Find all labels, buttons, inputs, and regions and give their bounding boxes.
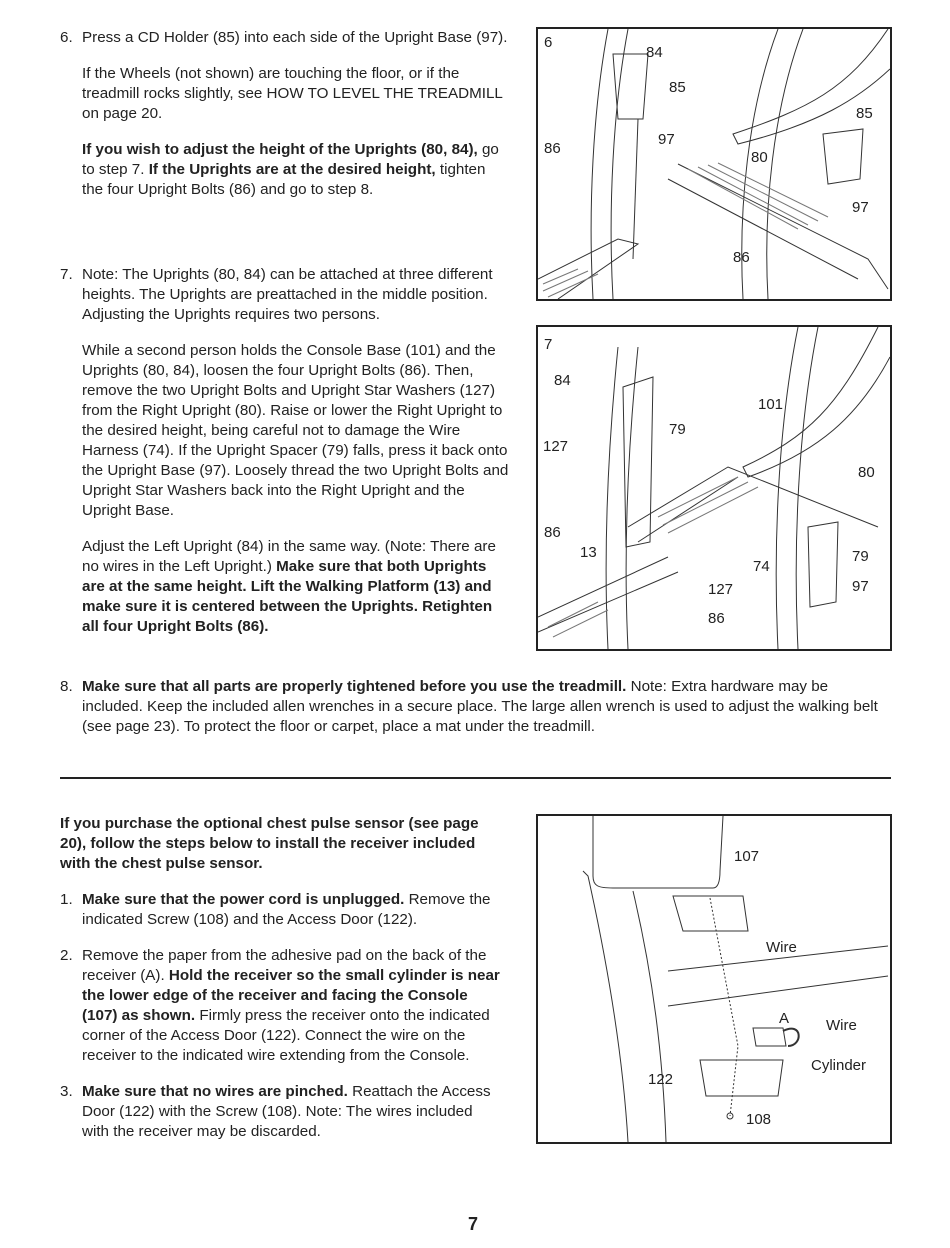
bold-text: Make sure that both Uprights are at the same height. Lift the Walking Platform (13) and make sure it is centered between the Uprights. Retighten all four Upright Bolts (86). [82, 558, 493, 635]
upright-illustration [538, 29, 890, 299]
figure-step-6 [536, 27, 892, 301]
figure-receiver [536, 814, 892, 1144]
step-text [82, 140, 510, 200]
page-number: 7 [468, 1214, 479, 1234]
step-text [82, 946, 500, 1066]
step-6 [60, 28, 510, 216]
step-number: 6. [60, 29, 73, 46]
part-label: 108 [746, 1111, 772, 1128]
figure-step-label: 6 [544, 34, 553, 51]
part-label: 127 [708, 581, 734, 598]
figure-step-7 [536, 325, 892, 651]
step-text: If the Wheels (not shown) are touching the floor, or if the treadmill rocks slightly, see HOW TO LEVEL THE TREADMILL on page 20. [82, 65, 503, 122]
bold-text: If the Uprights are at the desired height, [148, 161, 436, 178]
part-label: 86 [544, 140, 561, 157]
text: go to step 7. [82, 141, 499, 178]
part-label: 86 [544, 524, 561, 541]
text: Firmly press the receiver onto the indicated corner of the Access Door (122). Connect the wire on the receiver to the indicated wire extending from the Console. [82, 1007, 490, 1064]
step-number: 8. [60, 678, 73, 695]
step-text [82, 677, 890, 737]
part-label: 97 [658, 131, 675, 148]
part-label: 97 [852, 578, 869, 595]
part-label: 80 [751, 149, 768, 166]
step-7 [60, 265, 510, 653]
bold-text: Make sure that the power cord is unplugged. [82, 891, 405, 908]
part-label: 122 [648, 1071, 674, 1088]
part-label: 101 [758, 396, 784, 413]
bold-text: If you wish to adjust the height of the Uprights (80, 84), [82, 141, 478, 158]
text: Note: Extra hardware may be included. Keep the included allen wrenches in a secure place. The large allen wrench is used to adjust the walking belt (see page 23). To protect the floor or carpet, place a mat under the treadmill. [82, 678, 878, 735]
part-label: 13 [580, 544, 597, 561]
step-text: Note: The Uprights (80, 84) can be attached at three different heights. The Uprights are preattached in the middle position. Adjusting the Uprights requires two persons. [82, 266, 493, 323]
part-label: 84 [554, 372, 571, 389]
part-label: 127 [543, 438, 569, 455]
bold-text: If you purchase the optional chest pulse sensor (see page 20), follow the steps below to install the receiver included with the chest pulse sensor. [60, 815, 479, 872]
step-number: 2. [60, 947, 73, 964]
part-label: Cylinder [811, 1057, 867, 1074]
part-label: 74 [753, 558, 770, 575]
text: Remove the indicated Screw (108) and the Access Door (122). [82, 891, 491, 928]
section-intro [60, 814, 500, 874]
bold-text: Make sure that no wires are pinched. [82, 1083, 348, 1100]
upright-adjust-illustration [538, 327, 890, 649]
step-number: 1. [60, 891, 73, 908]
bold-text: Make sure that all parts are properly tightened before you use the treadmill. [82, 678, 627, 695]
step-text [82, 537, 510, 637]
text: Reattach the Access Door (122) with the Screw (108). Note: The wires included with the receiver may be discarded. [82, 1083, 491, 1140]
step-text: While a second person holds the Console Base (101) and the Uprights (80, 84), loosen the four Upright Bolts (86). Then, remove the two Upright Bolts and Upright Star Washers (127) from the Right Upright (80). Raise or lower the Right Upright to the desired height, being careful not to damage the Wire Harness (74). If the Upright Spacer (79) falls, press it back onto the Upright Base (97). Loosely thread the two Upright Bolts and Upright Star Washers back into the Right Upright and the Upright Base. [82, 342, 509, 519]
section-divider [60, 777, 891, 779]
bold-text: Hold the receiver so the small cylinder is near the lower edge of the receiver and facing the Console (107) as shown. [82, 967, 500, 1024]
step-text [82, 890, 500, 930]
text: Remove the paper from the adhesive pad on the back of the receiver (A). [82, 947, 487, 984]
part-label: 80 [858, 464, 875, 481]
part-label: 97 [852, 199, 869, 216]
step-text [82, 1082, 500, 1142]
step-number: 3. [60, 1083, 73, 1100]
figure-step-label: 7 [544, 336, 553, 353]
part-label: 85 [856, 105, 873, 122]
part-label: 85 [669, 79, 686, 96]
part-label: 86 [708, 610, 725, 627]
part-label: A [779, 1010, 790, 1027]
receiver-illustration [538, 816, 890, 1142]
part-label: 79 [669, 421, 686, 438]
pulse-sensor-section [60, 814, 500, 1142]
part-label: Wire [826, 1017, 857, 1034]
step-number: 7. [60, 266, 73, 283]
part-label: Wire [766, 939, 797, 956]
part-label: 86 [733, 249, 750, 266]
step-8 [60, 677, 890, 753]
step-text: Press a CD Holder (85) into each side of the Upright Base (97). [82, 29, 508, 46]
part-label: 79 [852, 548, 869, 565]
part-label: 84 [646, 44, 663, 61]
text: Adjust the Left Upright (84) in the same way. (Note: There are no wires in the Left Upright.) [82, 538, 496, 575]
part-label: 107 [734, 848, 760, 865]
text: tighten the four Upright Bolts (86) and go to step 8. [82, 161, 486, 198]
